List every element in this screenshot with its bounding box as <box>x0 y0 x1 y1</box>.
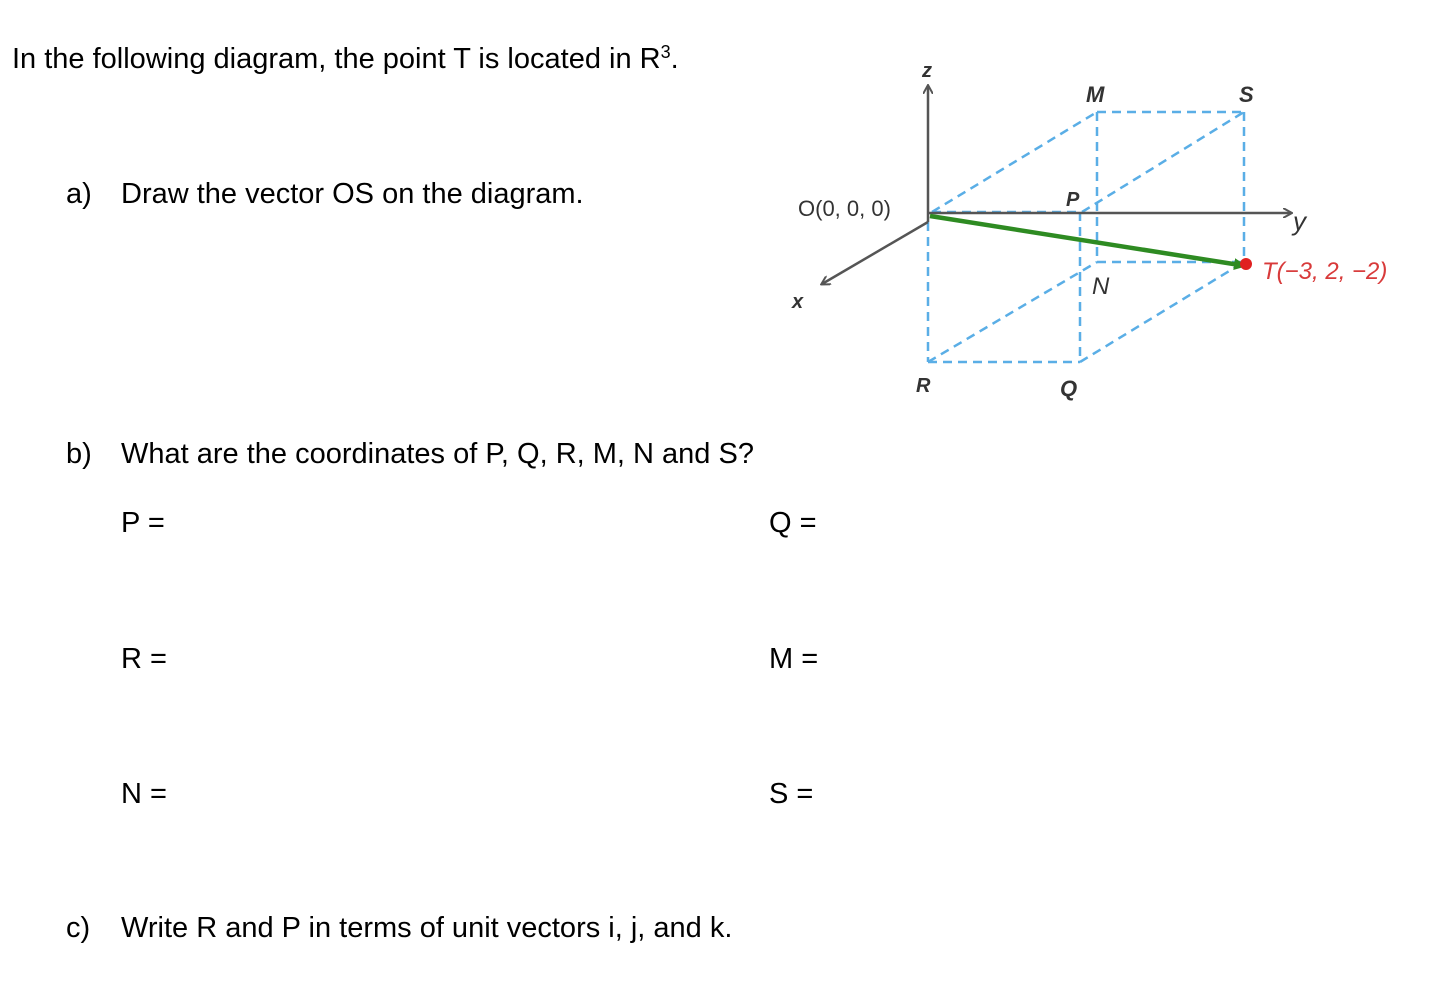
label-point-p: P <box>1066 189 1080 211</box>
label-point-n: N <box>1092 273 1110 300</box>
answer-q: Q = <box>769 507 817 539</box>
intro-main: In the following diagram, the point T is located in R <box>12 43 661 75</box>
axes <box>822 86 1291 284</box>
intro-superscript: 3 <box>660 42 671 62</box>
vector-ot <box>930 216 1246 266</box>
label-z-axis: z <box>922 60 932 82</box>
answer-p: P = <box>121 507 165 539</box>
label-point-q: Q <box>1060 376 1078 401</box>
part-c-text: Write R and P in terms of unit vectors i, j, and k. <box>121 912 733 944</box>
part-a-label: a) <box>66 178 92 210</box>
part-b-label: b) <box>66 438 92 470</box>
answer-s: S = <box>769 778 814 810</box>
label-point-s: S <box>1239 82 1254 107</box>
answer-n: N = <box>121 778 167 810</box>
x-axis <box>822 222 928 284</box>
answer-r: R = <box>121 643 167 675</box>
part-a-text: Draw the vector OS on the diagram. <box>121 178 584 210</box>
label-point-t: T(−3, 2, −2) <box>1262 258 1388 285</box>
part-b-text: What are the coordinates of P, Q, R, M, N and S? <box>121 438 754 470</box>
label-y-axis: y <box>1293 206 1306 236</box>
label-x-axis: x <box>792 291 804 313</box>
part-c-label: c) <box>66 912 91 944</box>
label-origin: O(0, 0, 0) <box>798 196 891 221</box>
label-point-m: M <box>1086 82 1105 107</box>
point-t-dot <box>1240 258 1252 270</box>
label-point-r: R <box>916 375 931 397</box>
edge-p-s <box>1082 112 1244 212</box>
intro-end: . <box>670 43 679 75</box>
answer-m: M = <box>769 643 819 675</box>
edge-r-n <box>928 262 1097 362</box>
cube-edges <box>928 112 1244 362</box>
